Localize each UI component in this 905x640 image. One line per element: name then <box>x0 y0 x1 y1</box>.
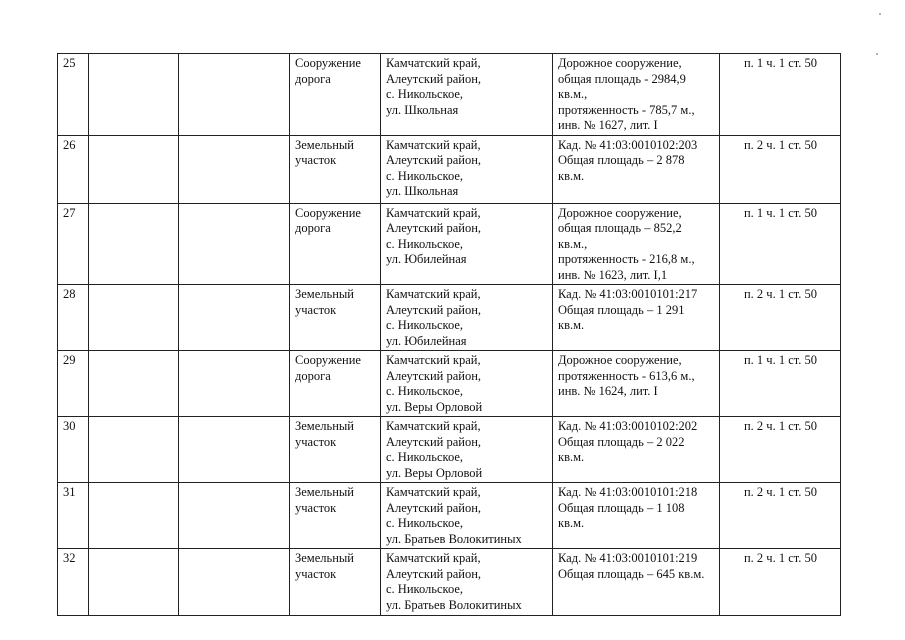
description-cell <box>553 351 720 417</box>
address-cell <box>381 549 553 616</box>
object-type-line: участок <box>295 302 337 317</box>
address-line: Камчатский край, <box>386 485 481 499</box>
address-line: Алеутский район, <box>386 434 482 449</box>
legal-basis-cell: п. 2 ч. 1 ст. 50 <box>720 285 841 351</box>
legal-basis-cell: п. 2 ч. 1 ст. 50 <box>720 417 841 483</box>
object-type-line: участок <box>295 500 337 515</box>
address-cell <box>381 203 553 285</box>
address-cell <box>381 54 553 136</box>
empty-cell <box>89 54 179 136</box>
description-line: Дорожное сооружение, <box>558 205 682 220</box>
row-number-cell: 30 <box>58 417 89 483</box>
address-line: ул. Братьев Волокитиных <box>386 531 522 546</box>
description-line: Общая площадь – 645 кв.м. <box>558 566 705 581</box>
object-type-cell <box>290 549 381 616</box>
description-line: общая площадь – 852,2 <box>558 221 682 235</box>
empty-cell <box>89 285 179 351</box>
address-cell <box>381 483 553 549</box>
row-number-cell: 28 <box>58 285 89 351</box>
object-type-line: дорога <box>295 221 331 235</box>
address-line: ул. Школьная <box>386 184 459 198</box>
address-line: Камчатский край, <box>386 551 481 565</box>
object-type-cell <box>290 135 381 203</box>
table-row <box>58 54 841 136</box>
address-line: с. Никольское, <box>386 236 464 251</box>
object-type-line: Земельный <box>295 137 354 152</box>
object-type-line: дорога <box>295 368 331 383</box>
address-line: Камчатский край, <box>386 56 481 70</box>
address-line: Камчатский край, <box>386 287 481 301</box>
empty-cell <box>179 351 290 417</box>
address-line: ул. Веры Орловой <box>386 399 483 414</box>
address-line: с. Никольское, <box>386 168 464 183</box>
address-cell <box>381 351 553 417</box>
description-line: Общая площадь – 2 878 <box>558 153 685 167</box>
description-line: инв. № 1624, лит. I <box>558 384 658 398</box>
description-line: протяженность - 216,8 м., <box>558 252 695 266</box>
address-line: Алеутский район, <box>386 302 482 317</box>
address-line: Камчатский край, <box>386 419 481 433</box>
property-registry-table <box>57 53 841 616</box>
table-row <box>58 417 841 483</box>
object-type-line: Земельный <box>295 551 354 565</box>
object-type-line: участок <box>295 434 337 449</box>
address-line: с. Никольское, <box>386 384 464 398</box>
description-line: инв. № 1627, лит. I <box>558 118 658 132</box>
address-line: с. Никольское, <box>386 582 464 596</box>
empty-cell <box>179 203 290 285</box>
address-cell <box>381 135 553 203</box>
row-number-cell: 25 <box>58 54 89 136</box>
empty-cell <box>89 483 179 549</box>
empty-cell <box>179 135 290 203</box>
table-row <box>58 203 841 285</box>
table-row <box>58 135 841 203</box>
address-line: ул. Юбилейная <box>386 252 467 266</box>
empty-cell <box>179 549 290 616</box>
description-line: кв.м. <box>558 516 585 530</box>
legal-basis-cell: п. 2 ч. 1 ст. 50 <box>720 549 841 616</box>
row-number-cell: 27 <box>58 203 89 285</box>
legal-basis-cell: п. 1 ч. 1 ст. 50 <box>720 351 841 417</box>
table-row <box>58 549 841 616</box>
description-line: кв.м., <box>558 87 588 101</box>
object-type-cell <box>290 351 381 417</box>
address-line: Камчатский край, <box>386 353 481 367</box>
description-line: Общая площадь – 1 291 <box>558 302 685 317</box>
object-type-line: участок <box>295 566 337 581</box>
address-line: ул. Школьная <box>386 102 459 117</box>
address-line: ул. Юбилейная <box>386 333 467 348</box>
legal-basis-cell: п. 1 ч. 1 ст. 50 <box>720 54 841 136</box>
object-type-cell <box>290 483 381 549</box>
description-line: Дорожное сооружение, <box>558 353 682 367</box>
description-cell <box>553 483 720 549</box>
scan-speck <box>876 53 878 55</box>
empty-cell <box>179 54 290 136</box>
table-row <box>58 285 841 351</box>
description-line: Дорожное сооружение, <box>558 56 682 70</box>
address-line: Камчатский край, <box>386 205 481 220</box>
description-cell <box>553 417 720 483</box>
description-line: протяженность - 613,6 м., <box>558 368 695 383</box>
empty-cell <box>89 203 179 285</box>
object-type-line: участок <box>295 153 337 167</box>
description-line: кв.м. <box>558 450 585 464</box>
address-line: Камчатский край, <box>386 137 481 152</box>
description-line: Кад. № 41:03:0010101:217 <box>558 287 698 301</box>
address-line: Алеутский район, <box>386 566 482 581</box>
description-line: Кад. № 41:03:0010102:203 <box>558 137 698 152</box>
address-line: Алеутский район, <box>386 221 482 235</box>
table-row <box>58 351 841 417</box>
description-line: Кад. № 41:03:0010102:202 <box>558 419 698 433</box>
empty-cell <box>179 285 290 351</box>
object-type-line: Земельный <box>295 287 354 301</box>
description-line: протяженность - 785,7 м., <box>558 102 695 117</box>
object-type-cell <box>290 54 381 136</box>
empty-cell <box>179 417 290 483</box>
description-line: Кад. № 41:03:0010101:218 <box>558 485 698 499</box>
description-cell <box>553 135 720 203</box>
table-row <box>58 483 841 549</box>
row-number-cell: 26 <box>58 135 89 203</box>
legal-basis-cell: п. 1 ч. 1 ст. 50 <box>720 203 841 285</box>
description-line: кв.м. <box>558 168 585 183</box>
address-line: с. Никольское, <box>386 450 464 464</box>
address-line: с. Никольское, <box>386 87 464 101</box>
empty-cell <box>179 483 290 549</box>
object-type-line: Земельный <box>295 419 354 433</box>
address-cell <box>381 285 553 351</box>
object-type-cell <box>290 417 381 483</box>
address-line: ул. Веры Орловой <box>386 465 483 480</box>
address-line: Алеутский район, <box>386 71 482 86</box>
empty-cell <box>89 549 179 616</box>
address-line: ул. Братьев Волокитиных <box>386 597 522 612</box>
scan-speck <box>879 13 881 15</box>
description-line: общая площадь - 2984,9 <box>558 71 686 86</box>
description-line: кв.м. <box>558 318 585 332</box>
object-type-line: дорога <box>295 71 331 86</box>
description-cell <box>553 203 720 285</box>
row-number-cell: 29 <box>58 351 89 417</box>
description-line: кв.м., <box>558 236 588 251</box>
description-line: Кад. № 41:03:0010101:219 <box>558 551 698 565</box>
registry-body <box>58 54 841 616</box>
legal-basis-cell: п. 2 ч. 1 ст. 50 <box>720 135 841 203</box>
description-cell <box>553 285 720 351</box>
address-cell <box>381 417 553 483</box>
legal-basis-cell: п. 2 ч. 1 ст. 50 <box>720 483 841 549</box>
row-number-cell: 31 <box>58 483 89 549</box>
object-type-cell <box>290 203 381 285</box>
empty-cell <box>89 417 179 483</box>
address-line: Алеутский район, <box>386 368 482 383</box>
object-type-line: Сооружение <box>295 205 361 220</box>
address-line: с. Никольское, <box>386 318 464 332</box>
object-type-line: Земельный <box>295 485 354 499</box>
address-line: с. Никольское, <box>386 516 464 530</box>
description-line: Общая площадь – 1 108 <box>558 500 685 515</box>
object-type-line: Сооружение <box>295 56 361 70</box>
description-cell <box>553 54 720 136</box>
empty-cell <box>89 135 179 203</box>
object-type-cell <box>290 285 381 351</box>
description-line: инв. № 1623, лит. I,1 <box>558 267 668 282</box>
description-line: Общая площадь – 2 022 <box>558 434 685 449</box>
empty-cell <box>89 351 179 417</box>
row-number-cell: 32 <box>58 549 89 616</box>
address-line: Алеутский район, <box>386 153 482 167</box>
object-type-line: Сооружение <box>295 353 361 367</box>
description-cell <box>553 549 720 616</box>
address-line: Алеутский район, <box>386 500 482 515</box>
